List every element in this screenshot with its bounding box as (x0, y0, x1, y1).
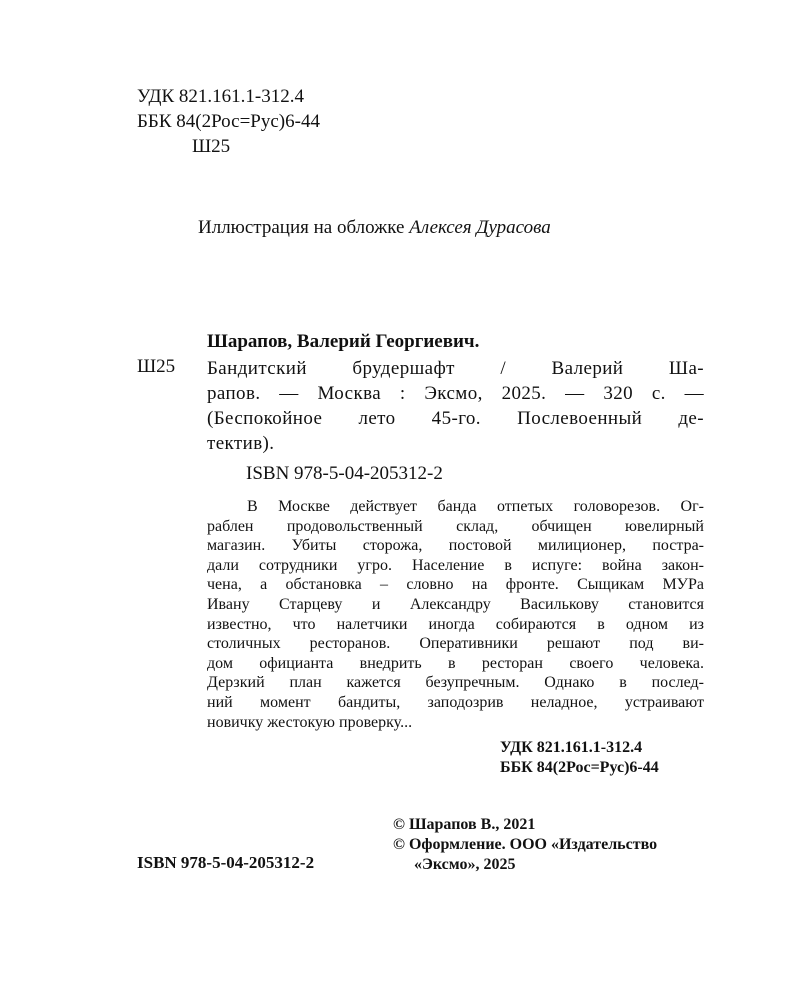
annotation-line: дали сотрудники угро. Население в испуге: война закон- (207, 556, 704, 574)
author-sign: Ш25 (192, 136, 231, 157)
annotation-line: известно, что налетчики иногда собираются в одном из (207, 615, 704, 633)
annotation-line: ний момент бандиты, заподозрив неладное, устраивают (207, 693, 704, 711)
annotation-line: В Москве действует банда отпетых головорезов. Ог- (247, 498, 704, 515)
catalog-entry-line: (Беспокойное лето 45-го. Послевоенный де- (207, 408, 704, 429)
udk-code: УДК 821.161.1-312.4 (137, 86, 304, 107)
illustration-credit (198, 217, 551, 239)
catalog-entry-line: Бандитский брудершафт / Валерий Ша- (207, 358, 704, 379)
annotation-line: раблен продовольственный склад, обчищен ювелирный (207, 517, 704, 535)
annotation-line: Дерзкий план кажется безупречным. Однако в послед- (207, 674, 704, 692)
annotation-line: столичных ресторанов. Оперативники решают под ви- (207, 635, 704, 653)
bbk-code: ББК 84(2Рос=Рус)6-44 (137, 111, 320, 132)
catalog-entry (207, 356, 704, 456)
catalog-entry-line: рапов. — Москва : Эксмо, 2025. — 320 с. — (207, 383, 704, 404)
copyright-design-line2: «Эксмо», 2025 (414, 856, 516, 873)
annotation-line: Ивану Старцеву и Александру Василькову становится (207, 595, 704, 613)
catalog-sign: Ш25 (137, 356, 176, 377)
annotation (207, 497, 704, 732)
annotation-line: магазин. Убиты сторожа, постовой милиционер, постра- (207, 537, 704, 555)
footer-isbn: ISBN 978-5-04-205312-2 (137, 853, 315, 872)
copyright-design: © Оформление. ООО «Издательство (393, 836, 658, 853)
catalog-author: Шарапов, Валерий Георгиевич. (207, 331, 480, 352)
annotation-line: новичку жестокую проверку... (207, 713, 413, 731)
illustration-credit-prefix: Иллюстрация на обложке (198, 217, 405, 238)
footer-udk-code: УДК 821.161.1-312.4 (500, 739, 643, 756)
catalog-entry-line: тектив). (207, 433, 275, 454)
copyright-author: © Шарапов В., 2021 (393, 816, 536, 833)
catalog-isbn: ISBN 978-5-04-205312-2 (246, 463, 443, 484)
footer-bbk-code: ББК 84(2Рос=Рус)6-44 (500, 759, 659, 776)
annotation-line: дом официанта внедрить в ресторан своего человека. (207, 654, 704, 672)
illustration-artist: Алексея Дурасова (409, 217, 551, 238)
annotation-line: чена, а обстановка – словно на фронте. Сыщикам МУРа (207, 576, 704, 594)
